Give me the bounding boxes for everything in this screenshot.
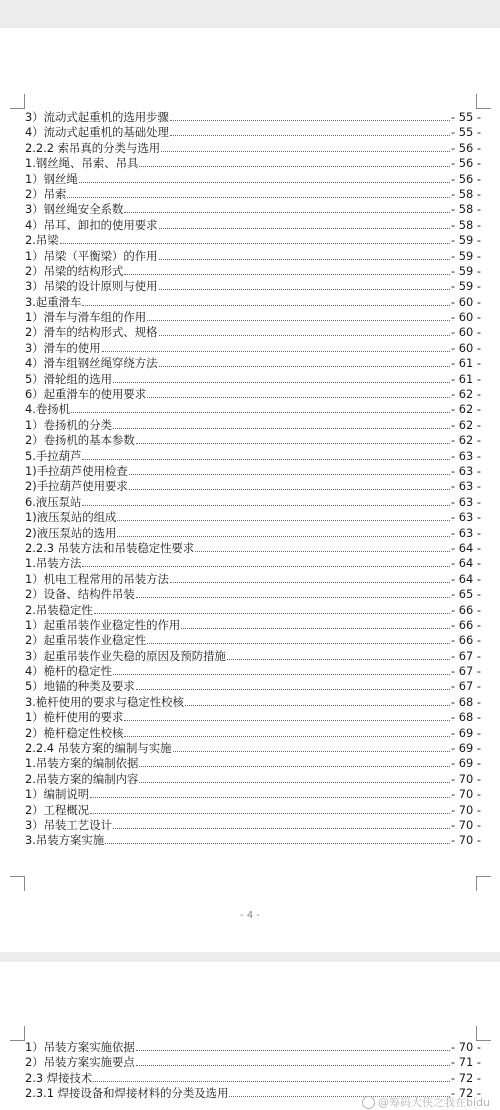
toc-entry-page: - 56 -	[451, 156, 481, 171]
toc-dot-leader	[139, 765, 450, 767]
toc-entry-title: 2）卷扬机的基本参数	[25, 433, 135, 448]
toc-entry-title: 2）桅杆稳定性校核	[25, 725, 124, 740]
toc-entry	[25, 187, 481, 202]
watermark-icon	[362, 1096, 375, 1109]
toc-dot-leader	[195, 550, 450, 552]
toc-entry-title: 2)手拉葫芦使用要求	[25, 479, 128, 494]
toc-dot-leader	[113, 827, 450, 829]
toc-entry-title: 1）滑车与滑车组的作用	[25, 310, 147, 325]
toc-entry-title: 2）起重吊装作业稳定性	[25, 633, 147, 648]
toc-entry-title: 1）卷扬机的分类	[25, 417, 112, 432]
toc-dot-leader	[82, 504, 450, 506]
toc-entry	[25, 541, 481, 556]
toc-entry	[25, 295, 481, 310]
toc-dot-leader	[113, 427, 450, 429]
toc-entry-page: - 56 -	[451, 171, 481, 186]
toc-entry-title: 3）起重吊装作业失稳的原因及预防措施	[25, 648, 226, 663]
toc-dot-leader	[173, 750, 451, 752]
toc-entry-title: 6）起重滑车的使用要求	[25, 387, 147, 402]
toc-entry-title: 1）桅杆使用的要求	[25, 710, 124, 725]
toc-entry-title: 2.吊装稳定性	[25, 602, 93, 617]
toc-entry	[25, 156, 481, 171]
table-of-contents	[25, 110, 481, 849]
toc-dot-leader	[170, 119, 450, 121]
toc-entry	[25, 756, 481, 771]
toc-entry-page: - 70 -	[451, 817, 481, 832]
toc-entry	[25, 279, 481, 294]
toc-entry-page: - 69 -	[451, 756, 481, 771]
toc-entry-title: 4）桅杆的稳定性	[25, 664, 112, 679]
toc-dot-leader	[136, 1064, 450, 1066]
toc-entry-page: - 70 -	[451, 771, 481, 786]
toc-entry	[25, 556, 481, 571]
toc-entry-title: 3）吊装工艺设计	[25, 817, 112, 832]
toc-entry	[25, 787, 481, 802]
toc-dot-leader	[71, 411, 450, 413]
toc-entry-title: 3）钢丝绳安全系数	[25, 202, 124, 217]
toc-entry	[25, 1040, 481, 1055]
toc-entry-title: 3.桅杆使用的要求与稳定性校核	[25, 694, 184, 709]
toc-entry-title: 3.吊装方案实施	[25, 833, 105, 848]
toc-dot-leader	[147, 319, 450, 321]
toc-dot-leader	[79, 181, 450, 183]
toc-dot-leader	[136, 688, 450, 690]
toc-dot-leader	[102, 350, 450, 352]
toc-entry-page: - 63 -	[451, 510, 481, 525]
toc-entry-page: - 61 -	[451, 356, 481, 371]
toc-entry-page: - 69 -	[451, 725, 481, 740]
toc-entry-title: 1）吊装方案实施依据	[25, 1040, 135, 1054]
toc-entry-page: - 63 -	[451, 525, 481, 540]
toc-dot-leader	[159, 334, 450, 336]
toc-entry-title: 1.钢丝绳、吊索、吊具	[25, 156, 139, 171]
toc-dot-leader	[117, 535, 450, 537]
toc-entry-page: - 62 -	[451, 387, 481, 402]
toc-entry-page: - 70 -	[451, 833, 481, 848]
toc-entry-title: 2.2.4 吊装方案的编制与实施	[25, 741, 172, 756]
toc-entry-page: - 55 -	[451, 110, 481, 124]
toc-dot-leader	[67, 196, 450, 198]
toc-dot-leader	[159, 227, 450, 229]
table-of-contents-continued	[25, 1040, 481, 1102]
toc-entry-page: - 58 -	[451, 186, 481, 201]
toc-entry	[25, 464, 481, 479]
toc-entry	[25, 695, 481, 710]
toc-entry-title: 3）吊梁的设计原则与使用	[25, 279, 158, 294]
toc-entry-page: - 55 -	[451, 125, 481, 140]
toc-entry-title: 2.3 焊接技术	[25, 1070, 93, 1085]
toc-entry	[25, 325, 481, 340]
toc-entry-title: 1）编制说明	[25, 787, 90, 802]
toc-entry-page: - 60 -	[451, 294, 481, 309]
toc-entry-title: 5）地锚的种类及要求	[25, 679, 135, 694]
toc-entry-page: - 66 -	[451, 617, 481, 632]
toc-entry	[25, 633, 481, 648]
crop-mark-bottom-right	[476, 876, 491, 891]
watermark	[362, 1094, 490, 1110]
toc-entry	[25, 618, 481, 633]
toc-entry	[25, 202, 481, 217]
toc-entry-page: - 68 -	[451, 694, 481, 709]
toc-dot-leader	[139, 165, 450, 167]
toc-entry-page: - 62 -	[451, 433, 481, 448]
toc-entry-title: 2.吊装方案的编制内容	[25, 771, 139, 786]
document-page-4	[0, 28, 500, 952]
toc-entry	[25, 772, 481, 787]
toc-dot-leader	[161, 150, 450, 152]
toc-entry	[25, 249, 481, 264]
toc-entry-title: 1.吊装方法	[25, 556, 82, 571]
toc-entry-title: 2.吊梁	[25, 233, 59, 248]
toc-entry-title: 1)手拉葫芦使用检查	[25, 463, 128, 478]
toc-dot-leader	[90, 796, 450, 798]
toc-dot-leader	[147, 396, 450, 398]
toc-entry	[25, 603, 481, 618]
toc-entry-page: - 67 -	[451, 648, 481, 663]
toc-entry-title: 2.2.2 索吊真的分类与选用	[25, 140, 161, 155]
toc-entry-page: - 60 -	[451, 325, 481, 340]
toc-entry-title: 3.起重滑车	[25, 294, 82, 309]
toc-dot-leader	[90, 812, 450, 814]
toc-dot-leader	[124, 273, 450, 275]
toc-entry-title: 3）流动式起重机的选用步骤	[25, 110, 169, 124]
toc-entry	[25, 356, 481, 371]
toc-dot-leader	[159, 288, 450, 290]
toc-entry	[25, 418, 481, 433]
toc-entry-title: 2）设备、结构件吊装	[25, 587, 135, 602]
toc-entry-page: - 60 -	[451, 340, 481, 355]
toc-entry	[25, 310, 481, 325]
toc-entry	[25, 141, 481, 156]
toc-entry-title: 2.2.3 吊装方法和吊装稳定性要求	[25, 540, 195, 555]
toc-entry-title: 1）机电工程常用的吊装方法	[25, 571, 169, 586]
toc-dot-leader	[82, 458, 450, 460]
toc-entry-title: 1）钢丝绳	[25, 171, 78, 186]
toc-dot-leader	[139, 781, 450, 783]
toc-entry	[25, 433, 481, 448]
toc-entry	[25, 587, 481, 602]
toc-entry-page: - 58 -	[451, 217, 481, 232]
toc-entry	[25, 803, 481, 818]
toc-dot-leader	[227, 658, 450, 660]
toc-entry-title: 6.液压泵站	[25, 494, 82, 509]
toc-entry-page: - 58 -	[451, 202, 481, 217]
toc-entry-page: - 71 -	[451, 1055, 481, 1070]
toc-entry-page: - 56 -	[451, 140, 481, 155]
toc-entry-page: - 68 -	[451, 710, 481, 725]
toc-entry	[25, 264, 481, 279]
toc-dot-leader	[159, 365, 450, 367]
toc-dot-leader	[60, 242, 450, 244]
toc-dot-leader	[129, 488, 450, 490]
toc-dot-leader	[93, 1080, 450, 1082]
crop-mark-top-right	[476, 1026, 491, 1041]
toc-entry-title: 2）工程概况	[25, 802, 90, 817]
toc-dot-leader	[82, 565, 450, 567]
crop-mark-top-left	[10, 1026, 25, 1041]
toc-entry-title: 5.手拉葫芦	[25, 448, 82, 463]
toc-entry-title: 2）滑车的结构形式、规格	[25, 325, 158, 340]
toc-entry	[25, 372, 481, 387]
toc-entry-page: - 67 -	[451, 679, 481, 694]
toc-dot-leader	[117, 519, 450, 521]
toc-entry-page: - 59 -	[451, 263, 481, 278]
toc-entry	[25, 1055, 481, 1070]
toc-dot-leader	[94, 612, 450, 614]
toc-entry	[25, 818, 481, 833]
toc-entry	[25, 572, 481, 587]
toc-entry	[25, 1071, 481, 1086]
toc-dot-leader	[129, 473, 450, 475]
crop-mark-bottom-left	[10, 876, 25, 891]
toc-entry-page: - 59 -	[451, 233, 481, 248]
toc-entry-title: 3）滑车的使用	[25, 340, 101, 355]
toc-entry	[25, 449, 481, 464]
toc-entry-page: - 62 -	[451, 402, 481, 417]
toc-entry	[25, 679, 481, 694]
toc-entry-page: - 70 -	[451, 802, 481, 817]
toc-entry-title: 1）吊梁（平衡梁）的作用	[25, 248, 158, 263]
toc-dot-leader	[136, 442, 450, 444]
crop-mark-top-right	[476, 94, 491, 109]
toc-entry-title: 1.吊装方案的编制依据	[25, 756, 139, 771]
toc-dot-leader	[136, 1049, 450, 1051]
toc-dot-leader	[124, 211, 450, 213]
toc-entry-page: - 70 -	[451, 787, 481, 802]
toc-entry-title: 2）吊装方案实施要点	[25, 1055, 135, 1070]
toc-entry-title: 4）滑车组钢丝绳穿绕方法	[25, 356, 158, 371]
toc-entry	[25, 710, 481, 725]
page-number: - 4 -	[240, 910, 260, 921]
toc-entry-page: - 63 -	[451, 479, 481, 494]
toc-dot-leader	[185, 704, 450, 706]
toc-entry	[25, 741, 481, 756]
toc-dot-leader	[170, 581, 450, 583]
toc-entry-title: 5）滑轮组的选用	[25, 371, 112, 386]
toc-entry	[25, 495, 481, 510]
toc-entry-page: - 62 -	[451, 417, 481, 432]
toc-entry-page: - 69 -	[451, 741, 481, 756]
toc-entry	[25, 664, 481, 679]
toc-entry-title: 1)液压泵站的组成	[25, 510, 117, 525]
toc-entry-title: 4）流动式起重机的基础处理	[25, 125, 169, 140]
toc-entry-page: - 63 -	[451, 494, 481, 509]
toc-entry-page: - 65 -	[451, 587, 481, 602]
toc-entry-title: 2.3.1 焊接设备和焊接材料的分类及选用	[25, 1086, 229, 1101]
toc-entry-page: - 66 -	[451, 633, 481, 648]
toc-entry-title: 1）起重吊装作业稳定性的作用	[25, 617, 181, 632]
toc-entry	[25, 833, 481, 848]
watermark-text: @筹码大侠之我在bidu	[378, 1096, 490, 1109]
toc-entry	[25, 649, 481, 664]
toc-dot-leader	[181, 627, 450, 629]
toc-entry-title: 2)液压泵站的选用	[25, 525, 117, 540]
toc-entry-page: - 59 -	[451, 248, 481, 263]
toc-dot-leader	[113, 381, 450, 383]
toc-entry	[25, 387, 481, 402]
toc-entry-title: 4.卷扬机	[25, 402, 71, 417]
toc-entry	[25, 510, 481, 525]
toc-dot-leader	[82, 304, 450, 306]
toc-dot-leader	[159, 258, 450, 260]
toc-entry-page: - 66 -	[451, 602, 481, 617]
toc-dot-leader	[113, 673, 450, 675]
toc-entry-page: - 60 -	[451, 310, 481, 325]
toc-entry	[25, 110, 481, 125]
toc-entry-page: - 64 -	[451, 556, 481, 571]
toc-dot-leader	[136, 596, 450, 598]
toc-entry	[25, 526, 481, 541]
crop-mark-top-left	[10, 94, 25, 109]
toc-entry-page: - 61 -	[451, 371, 481, 386]
toc-entry-title: 4）吊耳、卸扣的使用要求	[25, 217, 158, 232]
toc-entry-page: - 72 -	[451, 1070, 481, 1085]
toc-entry-page: - 70 -	[451, 1040, 481, 1054]
toc-entry	[25, 341, 481, 356]
toc-entry-title: 2）吊梁的结构形式	[25, 263, 124, 278]
toc-dot-leader	[170, 134, 450, 136]
toc-entry-page: - 72 -	[451, 1086, 481, 1101]
toc-entry	[25, 218, 481, 233]
toc-dot-leader	[105, 842, 450, 844]
toc-entry	[25, 402, 481, 417]
toc-dot-leader	[124, 719, 450, 721]
toc-entry-page: - 64 -	[451, 540, 481, 555]
toc-entry-page: - 67 -	[451, 664, 481, 679]
toc-entry	[25, 726, 481, 741]
toc-entry-page: - 63 -	[451, 463, 481, 478]
toc-entry	[25, 125, 481, 140]
toc-entry-title: 2）吊索	[25, 186, 67, 201]
toc-entry-page: - 63 -	[451, 448, 481, 463]
toc-dot-leader	[147, 642, 450, 644]
toc-entry	[25, 233, 481, 248]
toc-entry-page: - 59 -	[451, 279, 481, 294]
document-page-5	[0, 962, 500, 1110]
toc-entry	[25, 172, 481, 187]
toc-entry	[25, 479, 481, 494]
toc-entry-page: - 64 -	[451, 571, 481, 586]
toc-dot-leader	[124, 735, 450, 737]
